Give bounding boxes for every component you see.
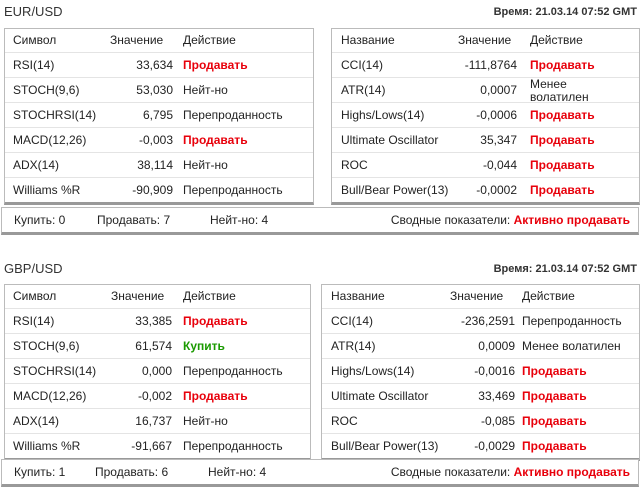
neutral-count: Нейт-но: 4 (210, 213, 269, 227)
table-header (322, 285, 639, 309)
table-row (5, 409, 310, 434)
indicator-value: -0,002 (137, 389, 172, 403)
indicator-action: Продавать (183, 133, 248, 147)
aggregate-value: Активно продавать (513, 213, 630, 227)
indicator-action: Продавать (522, 364, 587, 378)
table-row (322, 359, 639, 384)
indicator-action: Перепроданность (183, 108, 283, 122)
indicator-name[interactable]: ATR(14) (341, 83, 386, 97)
aggregate-label: Сводные показатели: (390, 465, 511, 479)
indicator-action: Продавать (522, 439, 587, 453)
indicator-name[interactable]: Highs/Lows(14) (331, 364, 415, 378)
sell-count: Продавать: 7 (97, 213, 171, 227)
indicator-value: 33,385 (135, 314, 172, 328)
indicator-value: -236,2591 (460, 314, 515, 328)
indicator-action: Продавать (530, 133, 595, 147)
time-label: Время: (493, 6, 533, 18)
indicator-action: Перепроданность (522, 314, 622, 328)
table-row (5, 359, 310, 384)
indicator-value: 35,347 (480, 133, 517, 147)
indicator-value: 33,469 (478, 389, 515, 403)
col-action: Действие (183, 289, 236, 303)
table-row (5, 103, 313, 128)
indicator-name[interactable]: MACD(12,26) (13, 133, 87, 147)
indicator-name[interactable]: Ultimate Oscillator (331, 389, 429, 403)
indicator-name[interactable]: Williams %R (13, 183, 81, 197)
indicator-value: 38,114 (137, 158, 173, 172)
indicator-name[interactable]: STOCHRSI(14) (13, 364, 97, 378)
table-row (322, 434, 639, 458)
aggregate-summary (391, 460, 630, 484)
indicator-value: 0,0009 (478, 339, 515, 353)
indicator-action: Продавать (522, 414, 587, 428)
indicator-name[interactable]: ADX(14) (13, 414, 60, 428)
indicator-action: Продавать (530, 158, 595, 172)
table-row (5, 53, 313, 78)
col-value: Значение (110, 33, 164, 47)
indicator-value: -90,909 (132, 183, 173, 197)
indicators-table (321, 284, 640, 461)
panel-header (0, 0, 643, 22)
buy-count: Купить: 1 (14, 465, 66, 479)
table-row (322, 309, 639, 334)
summary-bar (1, 459, 639, 487)
aggregate-value: Активно продавать (513, 465, 630, 479)
indicator-name[interactable]: STOCH(9,6) (13, 339, 80, 353)
table-header (332, 29, 639, 53)
indicator-value: 16,737 (135, 414, 172, 428)
indicator-action: Перепроданность (183, 183, 283, 197)
indicator-name[interactable]: ATR(14) (331, 339, 376, 353)
aggregate-label: Сводные показатели: (390, 213, 511, 227)
indicator-value: 33,634 (136, 58, 173, 72)
aggregate-summary (391, 208, 630, 232)
indicator-action: Нейт-но (183, 414, 228, 428)
pair-title[interactable]: GBP/USD (4, 261, 63, 276)
indicator-name[interactable]: RSI(14) (13, 314, 55, 328)
indicator-value: 61,574 (135, 339, 172, 353)
indicator-action: Продавать (183, 389, 248, 403)
table-row (5, 153, 313, 178)
indicator-value: 53,030 (136, 83, 173, 97)
panel-header (0, 257, 643, 279)
indicator-action: Нейт-но (183, 83, 228, 97)
summary-bar (1, 207, 639, 235)
table-row (322, 409, 639, 434)
oscillators-table (4, 284, 311, 461)
oscillators-table (4, 28, 314, 205)
indicator-value: 0,000 (141, 364, 172, 378)
pair-title[interactable]: EUR/USD (4, 4, 63, 19)
indicator-action: Продавать (530, 183, 595, 197)
table-row (5, 78, 313, 103)
indicator-action: Перепроданность (183, 439, 283, 453)
buy-count: Купить: 0 (14, 213, 66, 227)
indicator-name[interactable]: ADX(14) (13, 158, 60, 172)
neutral-count: Нейт-но: 4 (208, 465, 267, 479)
col-value: Значение (450, 289, 504, 303)
panel-gbp-usd (0, 257, 643, 479)
indicator-name[interactable]: Williams %R (13, 439, 81, 453)
col-action: Действие (522, 289, 575, 303)
sell-count: Продавать: 6 (95, 465, 169, 479)
indicator-value: -0,0006 (476, 108, 517, 122)
indicator-action: Перепроданность (183, 364, 283, 378)
col-symbol: Символ (13, 33, 57, 47)
indicator-name[interactable]: STOCHRSI(14) (13, 108, 97, 122)
table-row (5, 434, 310, 458)
indicator-action: Нейт-но (183, 158, 228, 172)
col-name: Название (331, 289, 385, 303)
indicator-value: -0,0029 (474, 439, 515, 453)
time-value: 21.03.14 07:52 GMT (535, 263, 637, 275)
indicator-action: Менее волатилен (522, 339, 621, 353)
table-row (332, 103, 639, 128)
timestamp (494, 263, 637, 275)
col-name: Название (341, 33, 395, 47)
indicators-table (331, 28, 640, 205)
table-row (332, 53, 639, 78)
indicator-value: -111,8764 (464, 58, 517, 72)
indicator-action: Продавать (530, 108, 595, 122)
table-row (332, 178, 639, 202)
indicator-name[interactable]: ROC (341, 158, 368, 172)
table-row (322, 384, 639, 409)
indicator-name[interactable]: MACD(12,26) (13, 389, 87, 403)
col-symbol: Символ (13, 289, 57, 303)
table-header (5, 29, 313, 53)
indicator-action: Продавать (183, 314, 248, 328)
indicator-name[interactable]: Bull/Bear Power(13) (331, 439, 439, 453)
table-row (5, 309, 310, 334)
table-header (5, 285, 310, 309)
indicator-name[interactable]: CCI(14) (341, 58, 384, 72)
table-row (332, 153, 639, 178)
indicator-value: -0,085 (480, 414, 515, 428)
indicator-value: 0,0007 (480, 83, 517, 97)
indicator-name[interactable]: Ultimate Oscillator (341, 133, 439, 147)
time-value: 21.03.14 07:52 GMT (535, 6, 637, 18)
time-label: Время: (493, 263, 533, 275)
indicator-name[interactable]: Highs/Lows(14) (341, 108, 425, 122)
indicator-name[interactable]: ROC (331, 414, 358, 428)
indicator-action: Продавать (183, 58, 248, 72)
indicator-value: -91,667 (131, 439, 172, 453)
panel-eur-usd (0, 0, 643, 227)
indicator-value: -0,0016 (474, 364, 515, 378)
table-row (322, 334, 639, 359)
table-row (332, 128, 639, 153)
timestamp (494, 6, 637, 18)
indicator-value: -0,0002 (476, 183, 517, 197)
col-action: Действие (530, 33, 583, 47)
indicator-action: Продавать (530, 58, 595, 72)
indicator-name[interactable]: Bull/Bear Power(13) (341, 183, 449, 197)
indicator-action: Менее волатилен (530, 77, 589, 104)
table-row (5, 178, 313, 202)
indicator-value: 6,795 (142, 108, 173, 122)
indicator-value: -0,003 (138, 133, 173, 147)
indicator-name[interactable]: CCI(14) (331, 314, 374, 328)
table-row (5, 128, 313, 153)
table-row (5, 384, 310, 409)
col-action: Действие (183, 33, 236, 47)
indicator-name[interactable]: RSI(14) (13, 58, 55, 72)
indicator-name[interactable]: STOCH(9,6) (13, 83, 80, 97)
col-value: Значение (111, 289, 165, 303)
indicator-value: -0,044 (482, 158, 517, 172)
table-row (332, 78, 639, 103)
indicator-action: Купить (183, 339, 225, 353)
table-row (5, 334, 310, 359)
indicator-action: Продавать (522, 389, 587, 403)
col-value: Значение (458, 33, 512, 47)
